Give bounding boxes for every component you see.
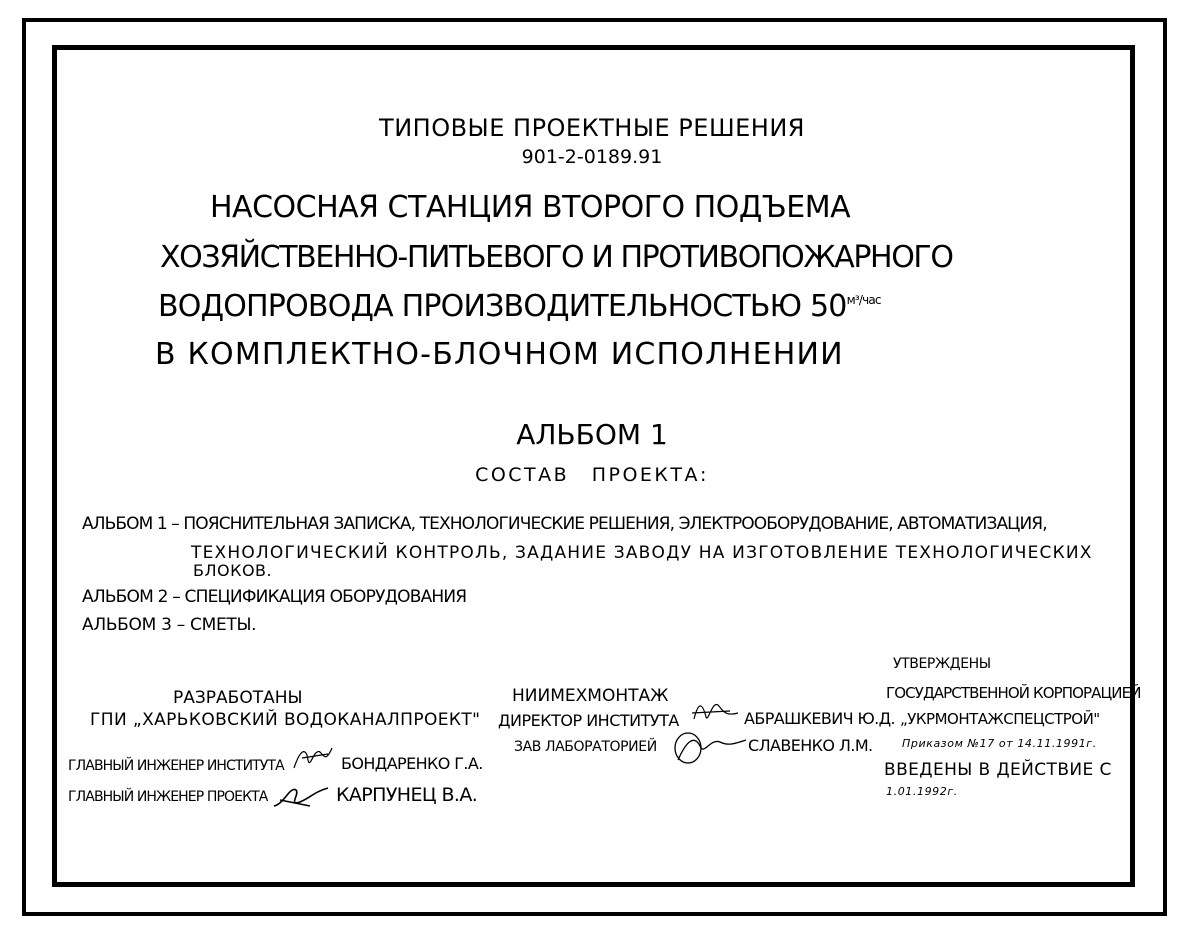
album-title: АЛЬБОМ 1 (516, 418, 668, 451)
title-line-2: ХОЗЯЙСТВЕННО-ПИТЬЕВОГО И ПРОТИВОПОЖАРНОГО (160, 240, 953, 275)
approved-org-line2: „УКРМОНТАЖСПЕЦСТРОЙ" (900, 710, 1100, 728)
signature-bondarenko (290, 740, 340, 774)
lab-head-name: СЛАВЕНКО Л.М. (748, 736, 873, 755)
series-number: 901-2-0189.91 (521, 146, 663, 168)
chief-engineer-institute-name: БОНДАРЕНКО Г.А. (341, 754, 483, 773)
approved-label: УТВЕРЖДЕНЫ (893, 656, 991, 672)
title-line-3-text: ВОДОПРОВОДА ПРОИЗВОДИТЕЛЬНОСТЬЮ 50 (158, 289, 847, 324)
contents-album1-line3: БЛОКОВ. (193, 561, 273, 580)
contents-album1-line1: АЛЬБОМ 1 – ПОЯСНИТЕЛЬНАЯ ЗАПИСКА, ТЕХНОЛОГИЧЕСКИЕ РЕШЕНИЯ, ЭЛЕКТРООБОРУДОВАНИЕ, АВТОМАТИЗАЦИЯ, (82, 514, 1047, 534)
developed-label: РАЗРАБОТАНЫ (173, 688, 303, 708)
effective-label: ВВЕДЕНЫ В ДЕЙСТВИЕ С (884, 760, 1112, 780)
signature-abrashkevich (690, 695, 742, 729)
contents-heading: СОСТАВ ПРОЕКТА: (475, 464, 709, 486)
series-title: ТИПОВЫЕ ПРОЕКТНЫЕ РЕШЕНИЯ (379, 114, 805, 142)
contents-album1-line2: ТЕХНОЛОГИЧЕСКИЙ КОНТРОЛЬ, ЗАДАНИЕ ЗАВОДУ НА ИЗГОТОВЛЕНИЕ ТЕХНОЛОГИЧЕСКИХ (191, 543, 1093, 563)
title-line-4: В КОМПЛЕКТНО-БЛОЧНОМ ИСПОЛНЕНИИ (155, 337, 844, 372)
approved-order: Приказом №17 от 14.11.1991г. (902, 737, 1097, 750)
signature-slavenko (670, 728, 750, 770)
effective-date: 1.01.1992г. (886, 785, 958, 798)
niimekh-org: НИИМЕХМОНТАЖ (512, 686, 669, 706)
lab-head-label: ЗАВ ЛАБОРАТОРИЕЙ (514, 739, 657, 755)
chief-engineer-project-label: ГЛАВНЫЙ ИНЖЕНЕР ПРОЕКТА (68, 789, 268, 805)
chief-engineer-project-name: КАРПУНЕЦ В.А. (336, 784, 478, 806)
approved-org-line1: ГОСУДАРСТВЕННОЙ КОРПОРАЦИЕЙ (886, 684, 1141, 702)
director-name: АБРАШКЕВИЧ Ю.Д. (744, 709, 896, 728)
chief-engineer-institute-label: ГЛАВНЫЙ ИНЖЕНЕР ИНСТИТУТА (68, 758, 284, 774)
director-label: ДИРЕКТОР ИНСТИТУТА (498, 711, 679, 730)
flow-unit: м³/час (846, 293, 881, 307)
developed-org: ГПИ „ХАРЬКОВСКИЙ ВОДОКАНАЛПРОЕКТ" (90, 710, 481, 730)
contents-album3: АЛЬБОМ 3 – СМЕТЫ. (82, 615, 257, 635)
contents-album2: АЛЬБОМ 2 – СПЕЦИФИКАЦИЯ ОБОРУДОВАНИЯ (82, 587, 467, 607)
title-line-1: НАСОСНАЯ СТАНЦИЯ ВТОРОГО ПОДЪЕМА (210, 190, 851, 225)
signature-karpunets (270, 780, 332, 814)
title-line-3 (158, 289, 881, 324)
